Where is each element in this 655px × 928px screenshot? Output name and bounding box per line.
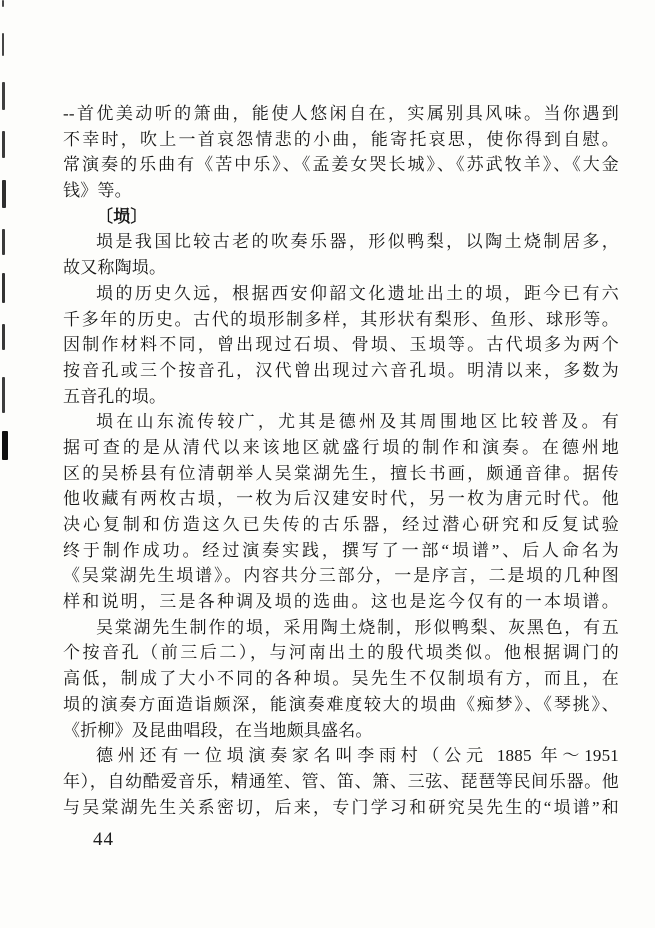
binding-scan-mark (2, 273, 5, 303)
text-line: 个按音孔（前三后二），与河南出土的殷代埙类似。他根据调门的 (63, 643, 619, 663)
text-line: 他收藏有两枚古埙，一枚为后汉建安时代，另一枚为唐元时代。他 (63, 489, 619, 509)
text-line: 常演奏的乐曲有《苦中乐》、《孟姜女哭长城》、《苏武牧羊》、《大金 (63, 155, 619, 175)
text-line: 终于制作成功。经过演奏实践，撰写了一部“埙谱”、后人命名为 (63, 540, 619, 560)
text-line: 故又称陶埙。 (63, 258, 167, 278)
text-line: --首优美动听的箫曲，能使人悠闲自在，实属别具风味。当你遇到 (63, 104, 619, 123)
text-line: 决心复制和仿造这久已失传的古乐器，经过潜心研究和反复试验 (63, 515, 619, 534)
text-line: 吴棠湖先生制作的埙，采用陶土烧制，形似鸭梨、灰黑色，有五 (96, 617, 619, 637)
text-line: 德州还有一位埙演奏家名叫李雨村（公元 1885 年～1951 (96, 746, 619, 766)
binding-scan-mark (2, 324, 5, 350)
binding-scan-mark (2, 377, 5, 413)
text-line: 《折柳》及昆曲唱段，在当地颇具盛名。 (63, 720, 373, 740)
binding-scan-mark (2, 33, 4, 56)
text-line: 埙是我国比较古老的吹奏乐器，形似鸭梨，以陶土烧制居多， (96, 232, 619, 252)
text-line: 《吴棠湖先生埙谱》。内容共分三部分，一是序言，二是埙的几种图 (63, 566, 619, 586)
text-line: 因制作材料不同，曾出现过石埙、骨埙、玉埙等。古代埙多为两个 (63, 335, 619, 355)
section-heading: 〔埙〕 (96, 206, 148, 226)
text-line: 钱》等。 (63, 181, 132, 201)
text-line: 埙的历史久远，根据西安仰韶文化遗址出土的埙，距今已有六 (96, 283, 619, 303)
binding-scan-mark (2, 131, 5, 158)
binding-scan-mark (2, 180, 6, 208)
body-text (63, 101, 619, 820)
text-line: 千多年的历史。古代的埙形制多样，其形状有梨形、鱼形、球形等。 (63, 309, 619, 329)
binding-scan-mark (2, 431, 8, 460)
text-line: 样和说明，三是各种调及埙的选曲。这也是迄今仅有的一本埙谱。 (63, 592, 619, 612)
text-line: 埙在山东流传较广，尤其是德州及其周围地区比较普及。有 (96, 412, 619, 432)
text-line: 与吴棠湖先生关系密切，后来，专门学习和研究吴先生的“埙谱”和 (63, 797, 619, 817)
page-number: 44 (93, 829, 114, 850)
text-line: 区的吴桥县有位清朝举人吴棠湖先生，擅长书画，颇通音律。据传 (63, 463, 619, 483)
text-line: 五音孔的埙。 (63, 386, 167, 406)
binding-scan-mark (2, 0, 4, 7)
binding-scan-mark (2, 229, 5, 255)
text-line: 按音孔或三个按音孔，汉代曾出现过六音孔埙。明清以来，多数为 (63, 360, 619, 380)
text-line: 据可查的是从清代以来该地区就盛行埙的制作和演奏。在德州地 (63, 437, 619, 457)
text-line: 高低，制成了大小不同的各种埙。吴先生不仅制埙有方，而且，在 (63, 669, 619, 689)
binding-scan-mark (2, 82, 5, 110)
text-line: 埙的演奏方面造诣颇深，能演奏难度较大的埙曲《痴梦》、《琴挑》、 (63, 694, 619, 714)
text-line: 年），自幼酷爱音乐，精通笙、管、笛、箫、三弦、琵琶等民间乐器。他 (63, 771, 619, 791)
text-line: 不幸时，吹上一首哀怨情悲的小曲，能寄托哀思，使你得到自慰。 (63, 129, 619, 149)
